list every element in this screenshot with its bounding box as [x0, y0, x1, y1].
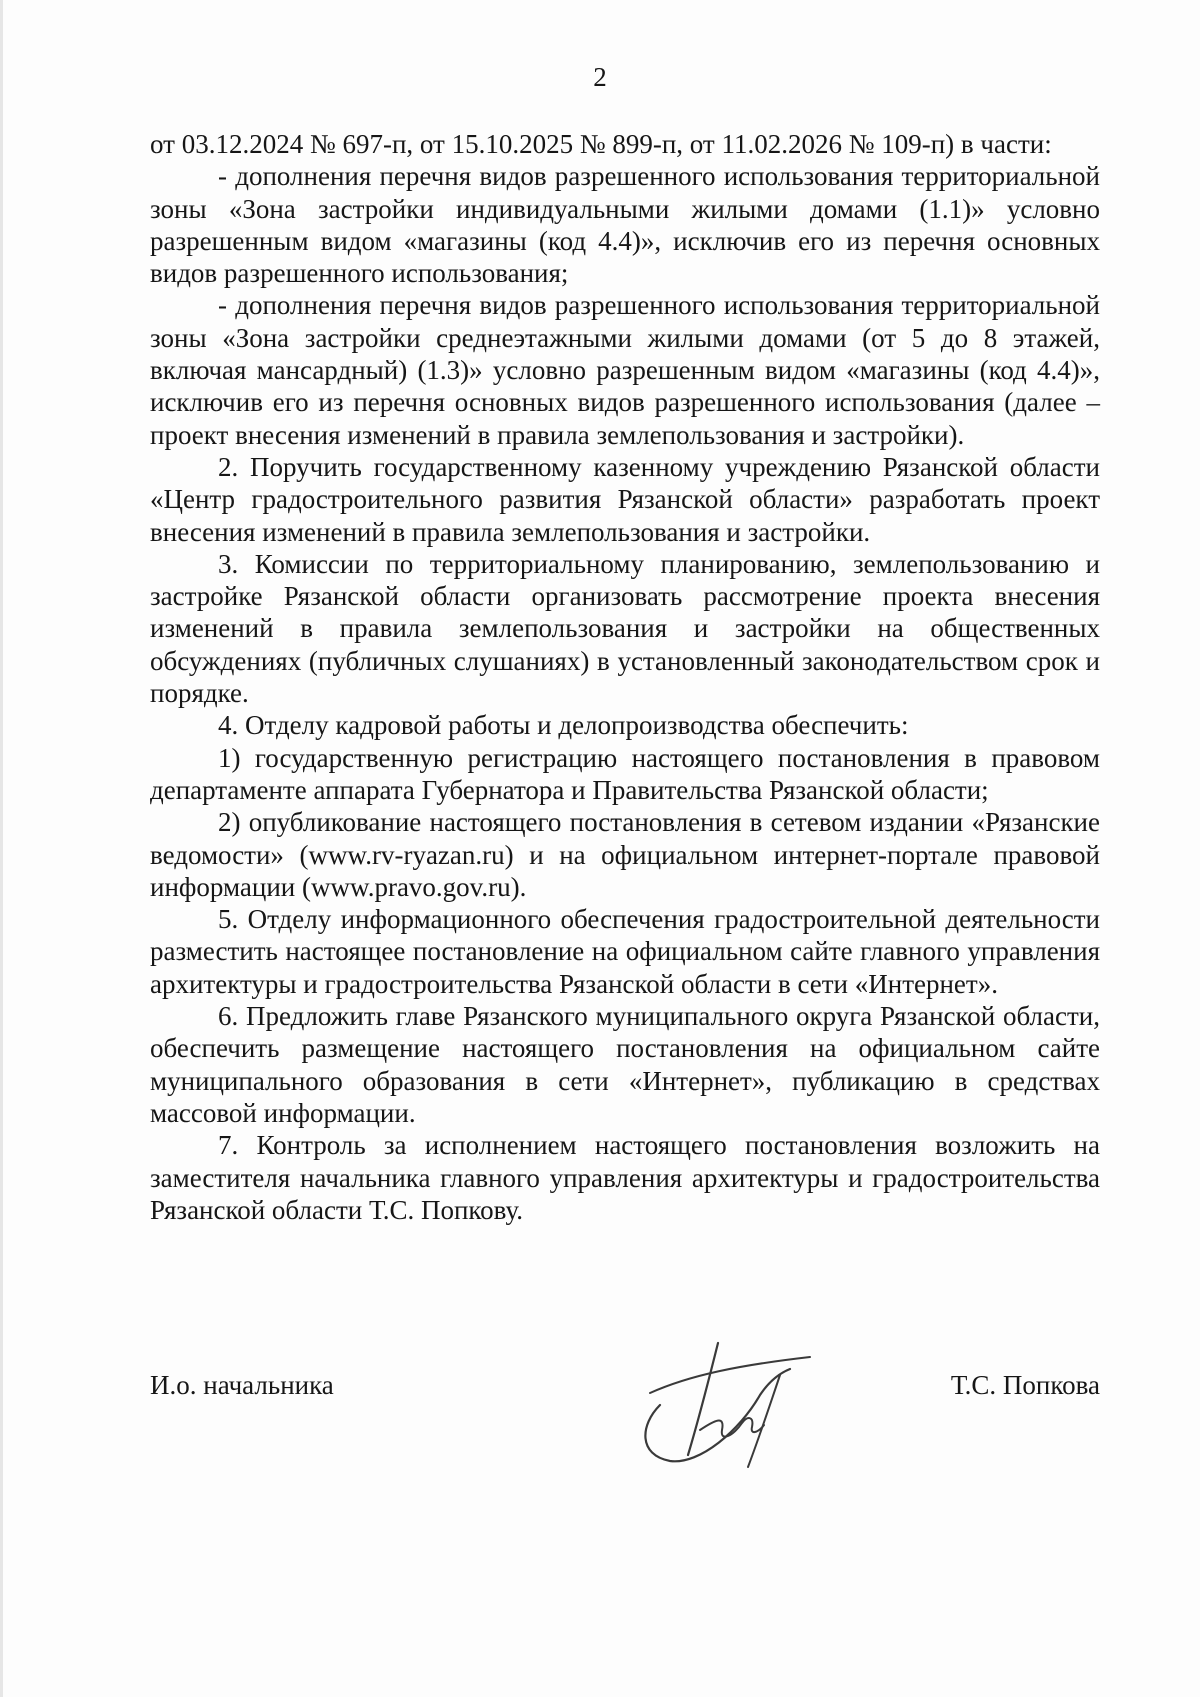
- scan-edge: [0, 0, 3, 1697]
- paragraph-item-7: 7. Контроль за исполнением настоящего постановления возложить на заместителя начальника главного управления архитектуры и градостроительства Рязанской области Т.С. Попкову.: [150, 1130, 1100, 1225]
- paragraph-item-6: 6. Предложить главе Рязанского муниципального округа Рязанской области, обеспечить размещение настоящего постановления на официальном сайте муниципального образования в сети «Интернет», публикацию в средствах массовой информации.: [150, 1001, 1100, 1128]
- paragraph-item-3: 3. Комиссии по территориальному планированию, землепользованию и застройке Рязанской области организовать рассмотрение проекта внесения изменений в правила землепользования и застройки на общественных обсуждениях (публичных слушаниях) в установленный законодательством срок и порядке.: [150, 548, 1100, 709]
- paragraph-item-4: 4. Отделу кадровой работы и делопроизводства обеспечить:: [218, 710, 909, 741]
- signer-name: Т.С. Попкова: [950, 1370, 1100, 1400]
- signature-block: [150, 1370, 1100, 1410]
- paragraph-continuation: от 03.12.2024 № 697-п, от 15.10.2025 № 899-п, от 11.02.2026 № 109-п) в части:: [150, 129, 1052, 159]
- paragraph-item-4-1: 1) государственную регистрацию настоящего постановления в правовом департаменте аппарата Губернатора и Правительства Рязанской области;: [150, 742, 1100, 805]
- signer-position: И.о. начальника: [150, 1370, 334, 1400]
- paragraph-item-5: 5. Отделу информационного обеспечения градостроительной деятельности разместить настоящее постановление на официальном сайте главного управления архитектуры и градостроительства Рязанской области в сети «Интернет».: [150, 904, 1100, 999]
- page-number: 2: [593, 62, 607, 92]
- paragraph-amendment-zone-1-1: - дополнения перечня видов разрешенного использования территориальной зоны «Зона застройки индивидуальными жилыми домами (1.1)» условно разрешенным видом «магазины (код 4.4)», исключив его из перечня основных видов разрешенного использования;: [150, 161, 1100, 289]
- paragraph-item-4-2: 2) опубликование настоящего постановления в сетевом издании «Рязанские ведомости» (www.rv-ryazan.ru) и на официальном интернет-портале правовой информации (www.pravo.gov.ru).: [150, 807, 1100, 902]
- document-body: [150, 128, 1100, 1226]
- paragraph-item-2: 2. Поручить государственному казенному учреждению Рязанской области «Центр градостроительного развития Рязанской области» разработать проект внесения изменений в правила землепользования и застройки.: [150, 451, 1100, 547]
- paragraph-amendment-zone-1-3: - дополнения перечня видов разрешенного использования территориальной зоны «Зона застройки среднеэтажными жилыми домами (от 5 до 8 этажей, включая мансардный) (1.3)» условно разрешенным видом «магазины (код 4.4)», исключив его из перечня основных видов разрешенного использования (далее – проект внесения изменений в правила землепользования и застройки).: [150, 290, 1100, 450]
